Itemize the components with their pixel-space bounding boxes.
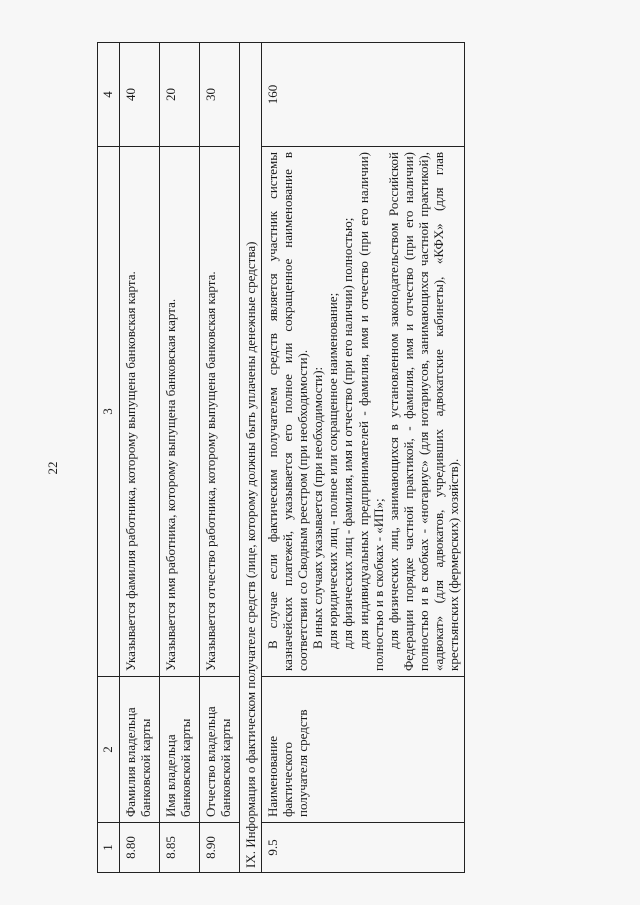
data-table [97,42,465,873]
rotated-table-container [97,43,567,873]
header-cell: 2 [98,677,120,823]
section-title: IX. Информация о фактическом получателе средств (лице, которому должны быть уплачены денежные средства) [240,43,262,873]
header-cell: 1 [98,823,120,873]
row-length: 40 [120,43,160,147]
description-paragraph: В иных случаях указывается (при необходимости): [310,366,326,649]
row-name: Фамилия владельца банковской карты [120,677,160,823]
row-code: 8.90 [200,823,240,873]
description-paragraph: В случае если фактическим получателем средств является участник системы казначейских платежей, указывается его полное или сокращенное наименование в соответствии со Сводным реестром (при необходимости). [265,152,311,671]
header-cell: 3 [98,147,120,677]
row-name: Имя владельца банковской карты [160,677,200,823]
table-row [120,43,160,873]
header-cell: 4 [98,43,120,147]
row-length: 20 [160,43,200,147]
row-code: 9.5 [262,823,465,873]
description-paragraph: для физических лиц - фамилия, имя и отчество (при его наличии) полностью; [340,217,356,649]
row-length: 30 [200,43,240,147]
row-length: 160 [262,43,465,147]
row-description: Указывается отчество работника, которому выпущена банковская карта. [200,147,240,677]
description-paragraph: для юридических лиц - полное или сокращенное наименование; [325,292,341,649]
table-row [200,43,240,873]
description-paragraph: для физических лиц, занимающихся в установленном законодательством Российской Федерации порядке частной практикой, - фамилия, имя и отчество (при его наличии) полностью и в скобках - «нотариус» (для нотариусов, занимающихся частной практикой), «адвокат» (для адвокатов, учредивших адвокатские кабинеты), «КФХ» (для глав крестьянских (фермерских) хозяйств). [385,152,462,671]
row-description: Указывается фамилия работника, которому выпущена банковская карта. [120,147,160,677]
section-row [240,43,262,873]
row-name: Наименование фактического получателя средств [262,677,465,823]
table-row [160,43,200,873]
description-paragraph: для индивидуальных предпринимателей - фамилия, имя и отчество (при его наличии) полностью и в скобках - «ИП»; [355,152,386,671]
page-number: 22 [45,461,60,475]
row-code: 8.85 [160,823,200,873]
row-description [262,147,465,677]
row-code: 8.80 [120,823,160,873]
row-description: Указывается имя работника, которому выпущена банковская карта. [160,147,200,677]
row-name: Отчество владельца банковской карты [200,677,240,823]
table-row [262,43,465,873]
header-row [98,43,120,873]
